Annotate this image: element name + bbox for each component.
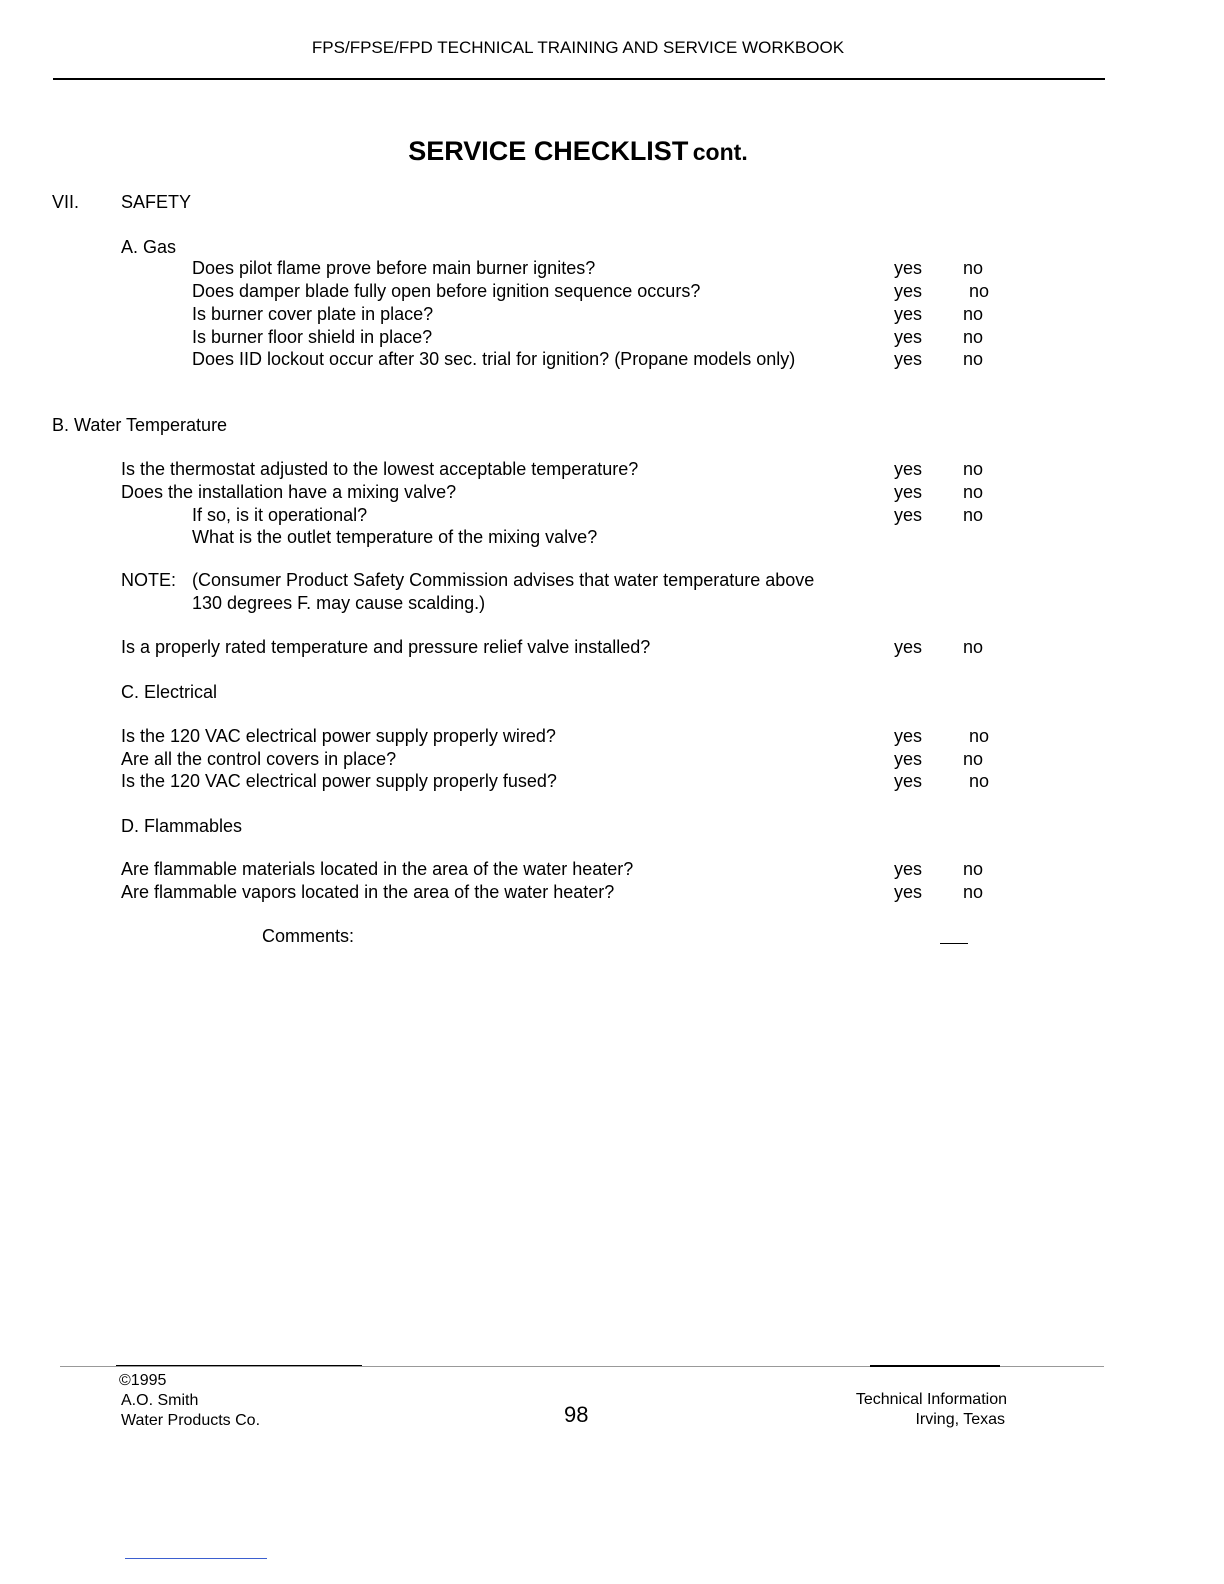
- footer-right-line-1: Technical Information: [855, 1391, 1007, 1408]
- electrical-heading: C. Electrical: [121, 682, 218, 702]
- note-label: NOTE:: [121, 570, 177, 590]
- section-number: VII.: [52, 192, 80, 212]
- footer-rule-right: [870, 1365, 1000, 1367]
- no-option[interactable]: no: [963, 882, 984, 902]
- water-heading: B. Water Temperature: [52, 415, 228, 435]
- comments-label: Comments:: [262, 926, 355, 946]
- question-text: Does IID lockout occur after 30 sec. trial for ignition? (Propane models only): [192, 349, 796, 369]
- yes-option[interactable]: yes: [894, 304, 923, 324]
- no-option[interactable]: no: [963, 482, 984, 502]
- no-option[interactable]: no: [969, 771, 990, 791]
- yes-option[interactable]: yes: [894, 637, 923, 657]
- gas-question-row: [0, 348, 1224, 370]
- note-line-1: (Consumer Product Safety Commission advises that water temperature above: [192, 570, 815, 590]
- question-text: Is the 120 VAC electrical power supply properly fused?: [121, 771, 557, 791]
- no-option[interactable]: no: [963, 505, 984, 525]
- question-text: What is the outlet temperature of the mixing valve?: [192, 527, 598, 547]
- flammables-heading: D. Flammables: [121, 816, 243, 836]
- footer-company-line-1: A.O. Smith: [121, 1392, 199, 1409]
- section-title: SAFETY: [121, 192, 192, 212]
- question-text: If so, is it operational?: [192, 505, 368, 525]
- question-text: Are all the control covers in place?: [121, 749, 397, 769]
- yes-option[interactable]: yes: [894, 726, 923, 746]
- gas-question-row: [0, 326, 1224, 348]
- no-option[interactable]: no: [963, 304, 984, 324]
- electrical-question-row: [0, 725, 1224, 747]
- yes-option[interactable]: yes: [894, 859, 923, 879]
- water-question-row: [0, 458, 1224, 480]
- page-number: 98: [564, 1402, 589, 1427]
- page-title: [0, 136, 1156, 167]
- water-question-row: [0, 636, 1224, 658]
- question-text: Does pilot flame prove before main burner ignites?: [192, 258, 596, 278]
- flammables-question-row: [0, 858, 1224, 880]
- no-option[interactable]: no: [963, 258, 984, 278]
- yes-option[interactable]: yes: [894, 281, 923, 301]
- no-option[interactable]: no: [963, 859, 984, 879]
- comments-line[interactable]: [940, 943, 968, 944]
- no-option[interactable]: no: [963, 749, 984, 769]
- no-option[interactable]: no: [963, 459, 984, 479]
- gas-question-row: [0, 280, 1224, 302]
- electrical-question-row: [0, 748, 1224, 770]
- question-text: Is a properly rated temperature and pressure relief valve installed?: [121, 637, 651, 657]
- no-option[interactable]: no: [963, 327, 984, 347]
- yes-option[interactable]: yes: [894, 258, 923, 278]
- footer-company-line-2: Water Products Co.: [121, 1412, 261, 1429]
- footer-copyright: ©1995: [119, 1372, 167, 1389]
- no-option[interactable]: no: [963, 349, 984, 369]
- no-option[interactable]: no: [963, 637, 984, 657]
- question-text: Are flammable vapors located in the area of the water heater?: [121, 882, 615, 902]
- footer-right-line-2: Irving, Texas: [915, 1411, 1005, 1428]
- yes-option[interactable]: yes: [894, 882, 923, 902]
- no-option[interactable]: no: [969, 281, 990, 301]
- yes-option[interactable]: yes: [894, 749, 923, 769]
- page-title-main: SERVICE CHECKLIST: [408, 136, 689, 166]
- yes-option[interactable]: yes: [894, 505, 923, 525]
- question-text: Is burner cover plate in place?: [192, 304, 434, 324]
- yes-option[interactable]: yes: [894, 349, 923, 369]
- note-line-2: 130 degrees F. may cause scalding.): [192, 593, 486, 613]
- bottom-link-underline: [125, 1558, 267, 1559]
- no-option[interactable]: no: [969, 726, 990, 746]
- question-text: Does damper blade fully open before ignition sequence occurs?: [192, 281, 701, 301]
- flammables-question-row: [0, 881, 1224, 903]
- yes-option[interactable]: yes: [894, 459, 923, 479]
- water-question-row: [0, 481, 1224, 503]
- question-text: Does the installation have a mixing valve?: [121, 482, 457, 502]
- water-question-row: [0, 504, 1224, 526]
- question-text: Is the thermostat adjusted to the lowest acceptable temperature?: [121, 459, 639, 479]
- gas-heading: A. Gas: [121, 237, 177, 257]
- page-title-suffix: cont.: [692, 139, 748, 165]
- running-header: FPS/FPSE/FPD TECHNICAL TRAINING AND SERVICE WORKBOOK: [311, 38, 845, 57]
- yes-option[interactable]: yes: [894, 327, 923, 347]
- header-rule: [53, 78, 1105, 80]
- question-text: Is burner floor shield in place?: [192, 327, 433, 347]
- gas-question-row: [0, 257, 1224, 279]
- electrical-question-row: [0, 770, 1224, 792]
- question-text: Are flammable materials located in the area of the water heater?: [121, 859, 634, 879]
- yes-option[interactable]: yes: [894, 482, 923, 502]
- gas-question-row: [0, 303, 1224, 325]
- yes-option[interactable]: yes: [894, 771, 923, 791]
- question-text: Is the 120 VAC electrical power supply properly wired?: [121, 726, 556, 746]
